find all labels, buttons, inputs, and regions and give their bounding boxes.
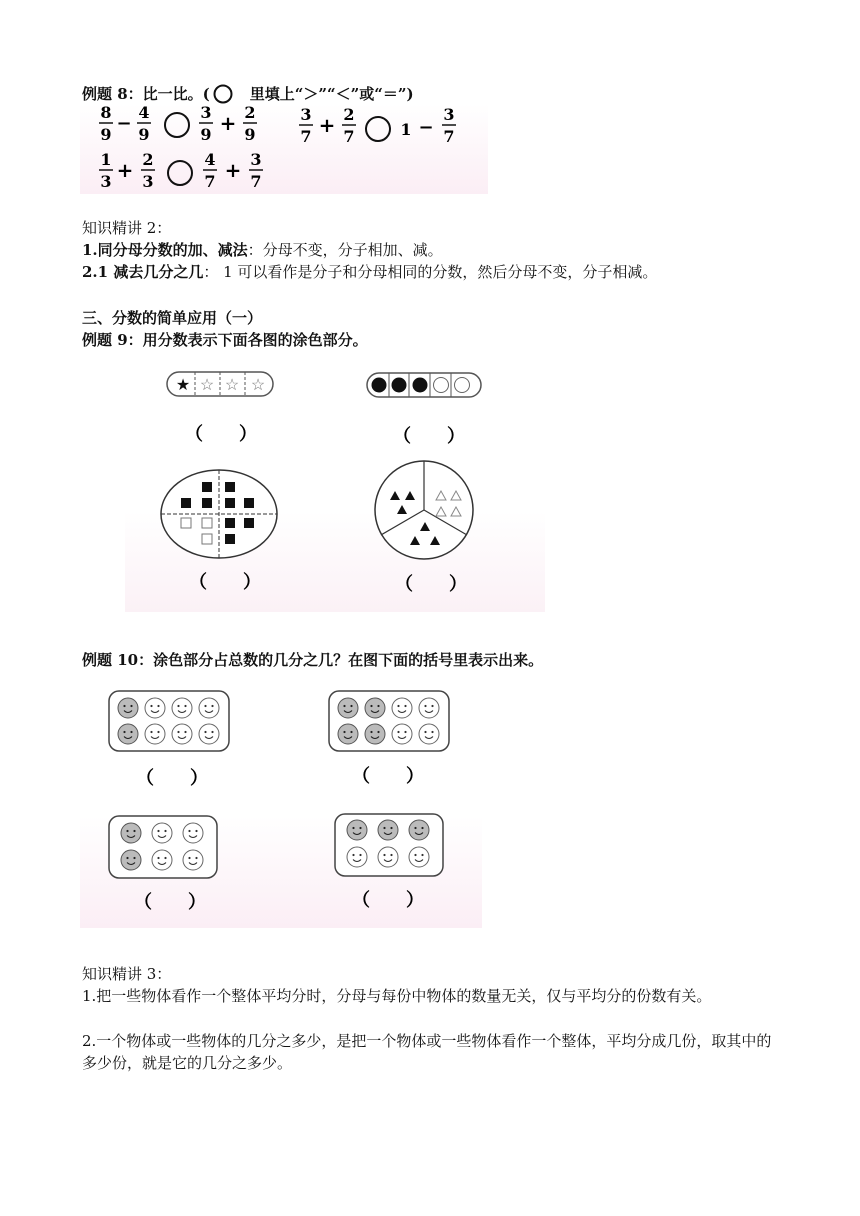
operator: − [418,117,434,138]
fraction-denominator: 9 [138,125,150,144]
example-8-instruction: 里填上“＞”“＜”或“＝”) [249,85,414,103]
operator: + [219,111,237,135]
example-8-title-row [82,84,414,104]
empty-star-icon: ☆ [250,375,266,394]
blank-circle-icon [212,84,234,104]
example-10-figures [80,680,500,940]
fraction-denominator: 7 [250,172,262,191]
compare-circle-icon [168,161,192,185]
squares-ellipse-figure [161,470,277,558]
empty-star-icon: ☆ [199,375,215,394]
fraction-denominator: 7 [204,172,216,191]
knowledge-2-item-1 [82,240,443,260]
fraction-denominator: 9 [100,125,112,144]
filled-dot-icon [413,378,428,393]
answer-bracket: （ ） [395,574,467,595]
smiley-box-figure [109,691,229,751]
fraction-numerator: 3 [443,105,455,124]
fraction-denominator: 3 [100,172,112,191]
example-8-expressions [80,102,500,202]
fraction-numerator: 3 [300,105,312,124]
fraction-denominator: 9 [244,125,256,144]
whole-number: 1 [400,120,412,139]
fraction-numerator: 1 [100,150,112,169]
smiley-box-figure [335,814,443,876]
answer-bracket: （ ） [352,890,424,911]
fraction-denominator: 3 [142,172,154,191]
smiley-box-figure [109,816,217,878]
filled-dot-icon [392,378,407,393]
example-9-title: 例题 9：用分数表示下面各图的涂色部分。 [82,331,368,349]
fraction-denominator: 7 [300,127,312,146]
knowledge-2-item-2-text: ： 1 可以看作是分子和分母相同的分数，然后分母不变，分子相减。 [203,263,658,281]
fraction-numerator: 2 [142,150,154,169]
fraction-denominator: 9 [200,125,212,144]
answer-bracket: （ ） [134,892,206,913]
knowledge-2-item-1-label: 1.同分母分数的加、减法 [82,241,248,259]
fraction-numerator: 3 [200,103,212,122]
empty-dot-icon [434,378,449,393]
example-9-figures [125,360,555,620]
knowledge-2-heading: 知识精讲 2： [82,219,172,237]
operator: + [224,158,242,182]
filled-star-icon: ★ [175,375,191,394]
smiley-box-figure [329,691,449,751]
compare-circle-icon [165,113,189,137]
operator: − [116,113,132,134]
knowledge-3-heading: 知识精讲 3： [82,965,172,983]
example-10-title: 例题 10：涂色部分占总数的几分之几？在图下面的括号里表示出来。 [82,651,544,669]
answer-bracket: （ ） [185,424,257,445]
knowledge-3-point-2: 2.一个物体或一些物体的几分之多少，是把一个物体或一些物体看作一个整体，平均分成几份，取其中的多少份，就是它的几分之多少。 [82,1032,772,1072]
operator: + [318,113,336,137]
fraction-numerator: 4 [204,150,216,169]
fraction-numerator: 2 [244,103,256,122]
answer-bracket: （ ） [393,426,465,447]
answer-bracket: （ ） [189,572,261,593]
example-8-title: 例题 8：比一比。( [82,85,210,103]
answer-bracket: （ ） [352,766,424,787]
operator: + [116,158,134,182]
fraction-numerator: 2 [343,105,355,124]
empty-dot-icon [455,378,470,393]
dots-bar-figure [367,373,481,397]
empty-star-icon: ☆ [224,375,240,394]
fraction-denominator: 7 [343,127,355,146]
fraction-denominator: 7 [443,127,455,146]
triangles-pie-figure [375,461,473,559]
fraction-numerator: 8 [100,103,112,122]
answer-bracket: （ ） [136,768,208,789]
fraction-numerator: 3 [250,150,262,169]
knowledge-2-item-1-text: ：分母不变，分子相加、减。 [247,241,443,259]
knowledge-2-item-2-label: 2.1 减去几分之几 [82,263,204,281]
filled-dot-icon [372,378,387,393]
fraction-numerator: 4 [138,103,150,122]
section-3-heading: 三、分数的简单应用（一） [82,309,263,327]
knowledge-2-item-2 [82,262,657,282]
star-bar-figure [167,372,273,396]
compare-circle-icon [366,117,390,141]
knowledge-3-point-1: 1.把一些物体看作一个整体平均分时，分母与每份中物体的数量无关，仅与平均分的份数有关。 [82,987,712,1005]
